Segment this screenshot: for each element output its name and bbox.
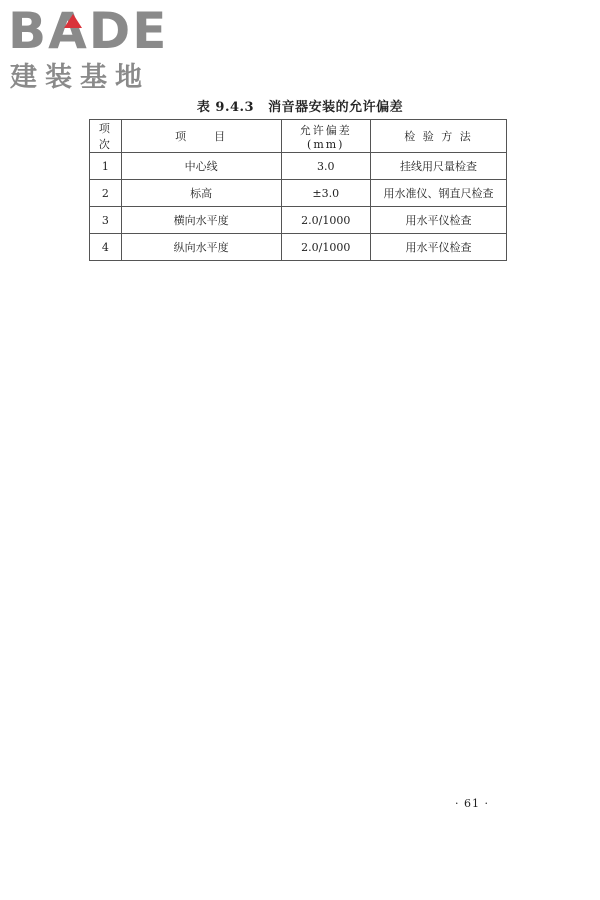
- cell-item: 横向水平度: [121, 207, 281, 234]
- logo-accent-triangle: [64, 14, 82, 28]
- header-item-no: 项 次: [90, 120, 122, 153]
- cell-item: 标高: [121, 180, 281, 207]
- cell-tolerance: 3.0: [281, 153, 370, 180]
- cell-method: 用水平仪检查: [370, 207, 506, 234]
- table-row: [90, 180, 507, 207]
- cell-item: 纵向水平度: [121, 234, 281, 261]
- cell-item-no: 4: [90, 234, 122, 261]
- table-row: [90, 207, 507, 234]
- cell-item-no: 1: [90, 153, 122, 180]
- cell-item-no: 2: [90, 180, 122, 207]
- cell-tolerance: ±3.0: [281, 180, 370, 207]
- header-method: 检 验 方 法: [370, 120, 506, 153]
- logo-wordmark: BADE: [8, 2, 169, 60]
- table-row: [90, 153, 507, 180]
- header-item: 项 目: [121, 120, 281, 153]
- logo-subtitle: 建装基地: [10, 62, 150, 93]
- cell-method: 用水准仪、钢直尺检查: [370, 180, 506, 207]
- table-caption: [0, 96, 600, 115]
- table-number: 表 9.4.3: [196, 100, 255, 115]
- cell-tolerance: 2.0/1000: [281, 207, 370, 234]
- cell-method: 用水平仪检查: [370, 234, 506, 261]
- table-header-row: [90, 120, 507, 153]
- table-row: [90, 234, 507, 261]
- cell-item-no: 3: [90, 207, 122, 234]
- cell-method: 挂线用尺量检查: [370, 153, 506, 180]
- cell-item: 中心线: [121, 153, 281, 180]
- page-number: · 61 ·: [455, 797, 489, 810]
- tolerance-table: [89, 119, 507, 261]
- cell-tolerance: 2.0/1000: [281, 234, 370, 261]
- header-tolerance: 允许偏差(mm): [281, 120, 370, 153]
- table-title: 消音器安装的允许偏差: [268, 100, 404, 115]
- bade-logo: [8, 2, 183, 96]
